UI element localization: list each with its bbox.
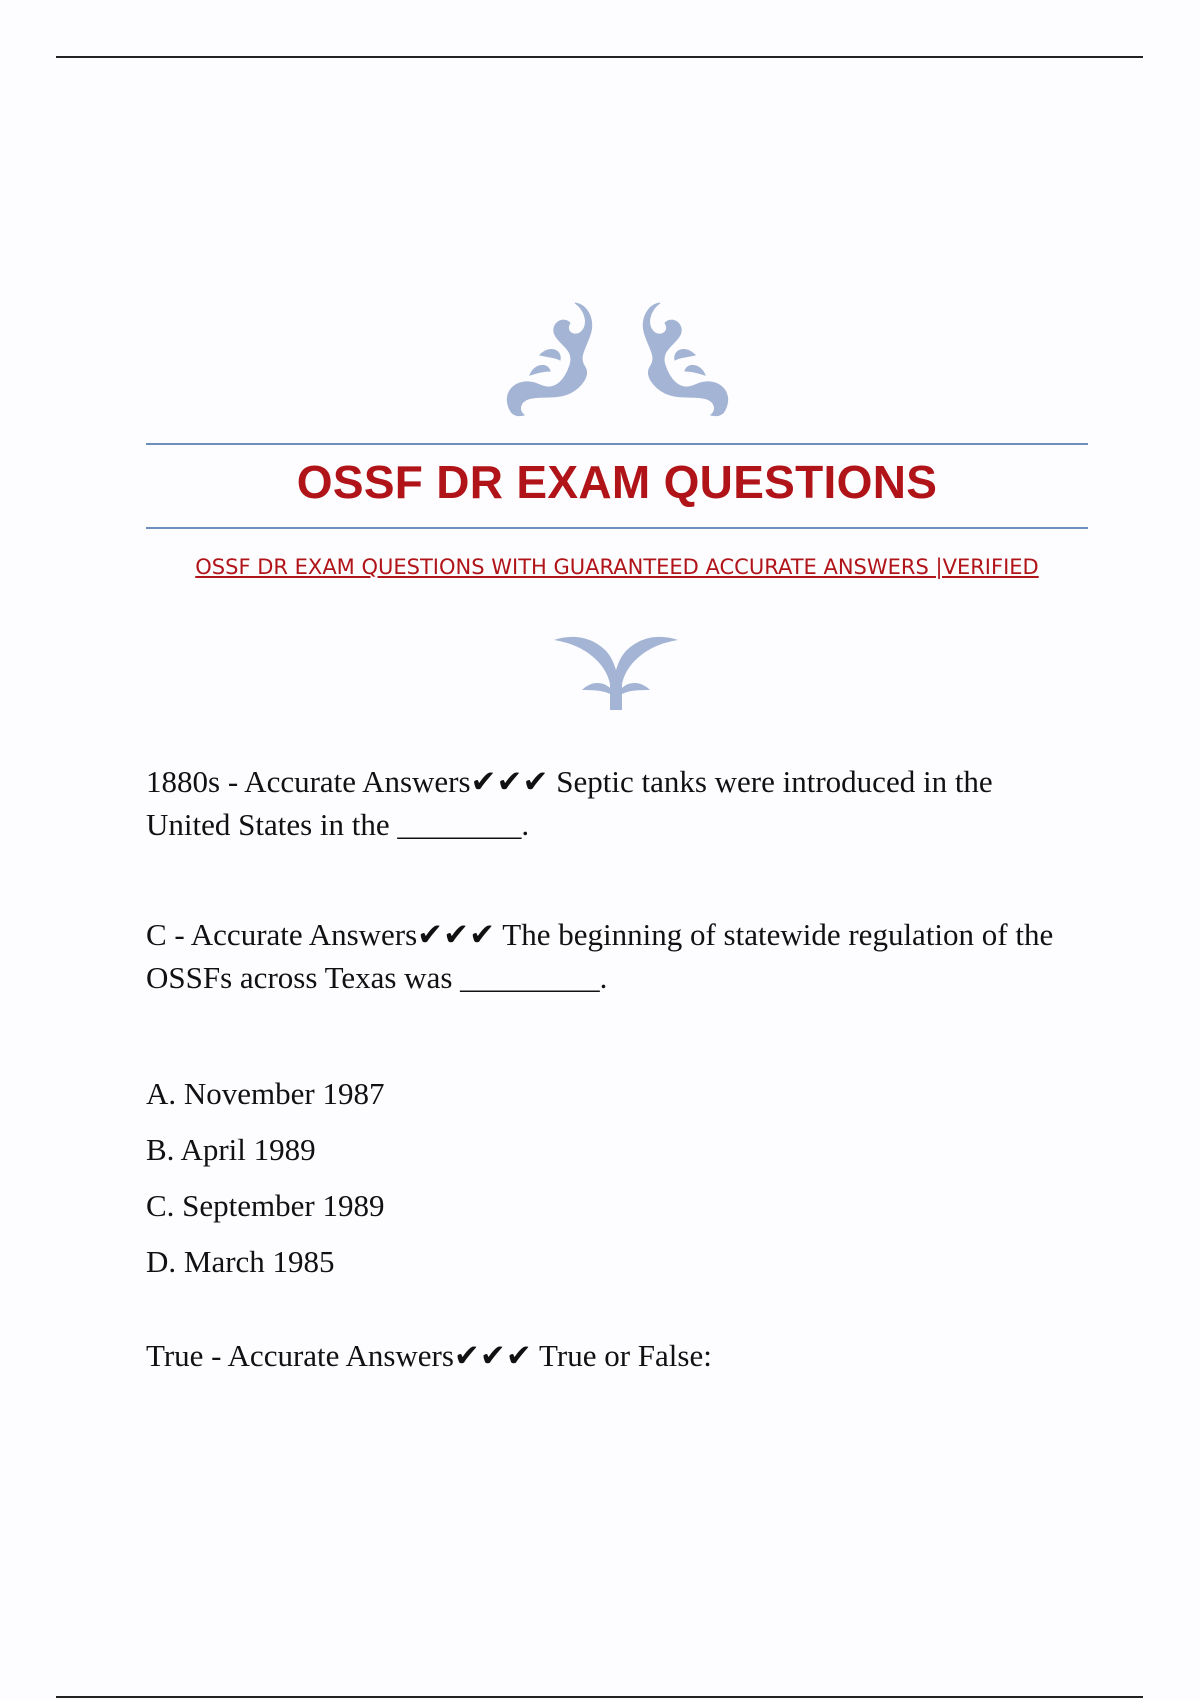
qa-entry-1: 1880s - Accurate Answers✔✔✔ Septic tanks were introduced in the United States in the ________.: [146, 764, 993, 842]
top-divider: [56, 56, 1143, 58]
document-subtitle: OSSF DR EXAM QUESTIONS WITH GUARANTEED ACCURATE ANSWERS |VERIFIED: [195, 555, 1039, 579]
qa-entry-2: C - Accurate Answers✔✔✔ The beginning of statewide regulation of the OSSFs across Texas was _________.: [146, 917, 1054, 995]
qa-entry-3: True - Accurate Answers✔✔✔ True or False:: [146, 1338, 712, 1373]
document-title: OSSF DR EXAM QUESTIONS: [296, 456, 938, 508]
title-rule-lower: [146, 527, 1088, 529]
fleuron-ornament-icon: [552, 632, 680, 712]
option-a: A. November 1987: [146, 1076, 385, 1111]
option-c: C. September 1989: [146, 1188, 385, 1223]
option-d: D. March 1985: [146, 1244, 335, 1279]
bottom-divider: [56, 1696, 1143, 1698]
document-body: [146, 760, 1076, 1444]
title-rule-upper: [146, 443, 1088, 445]
floral-ornament-icon: [500, 295, 735, 425]
answer-options: [146, 1066, 1076, 1290]
option-b: B. April 1989: [146, 1132, 316, 1167]
